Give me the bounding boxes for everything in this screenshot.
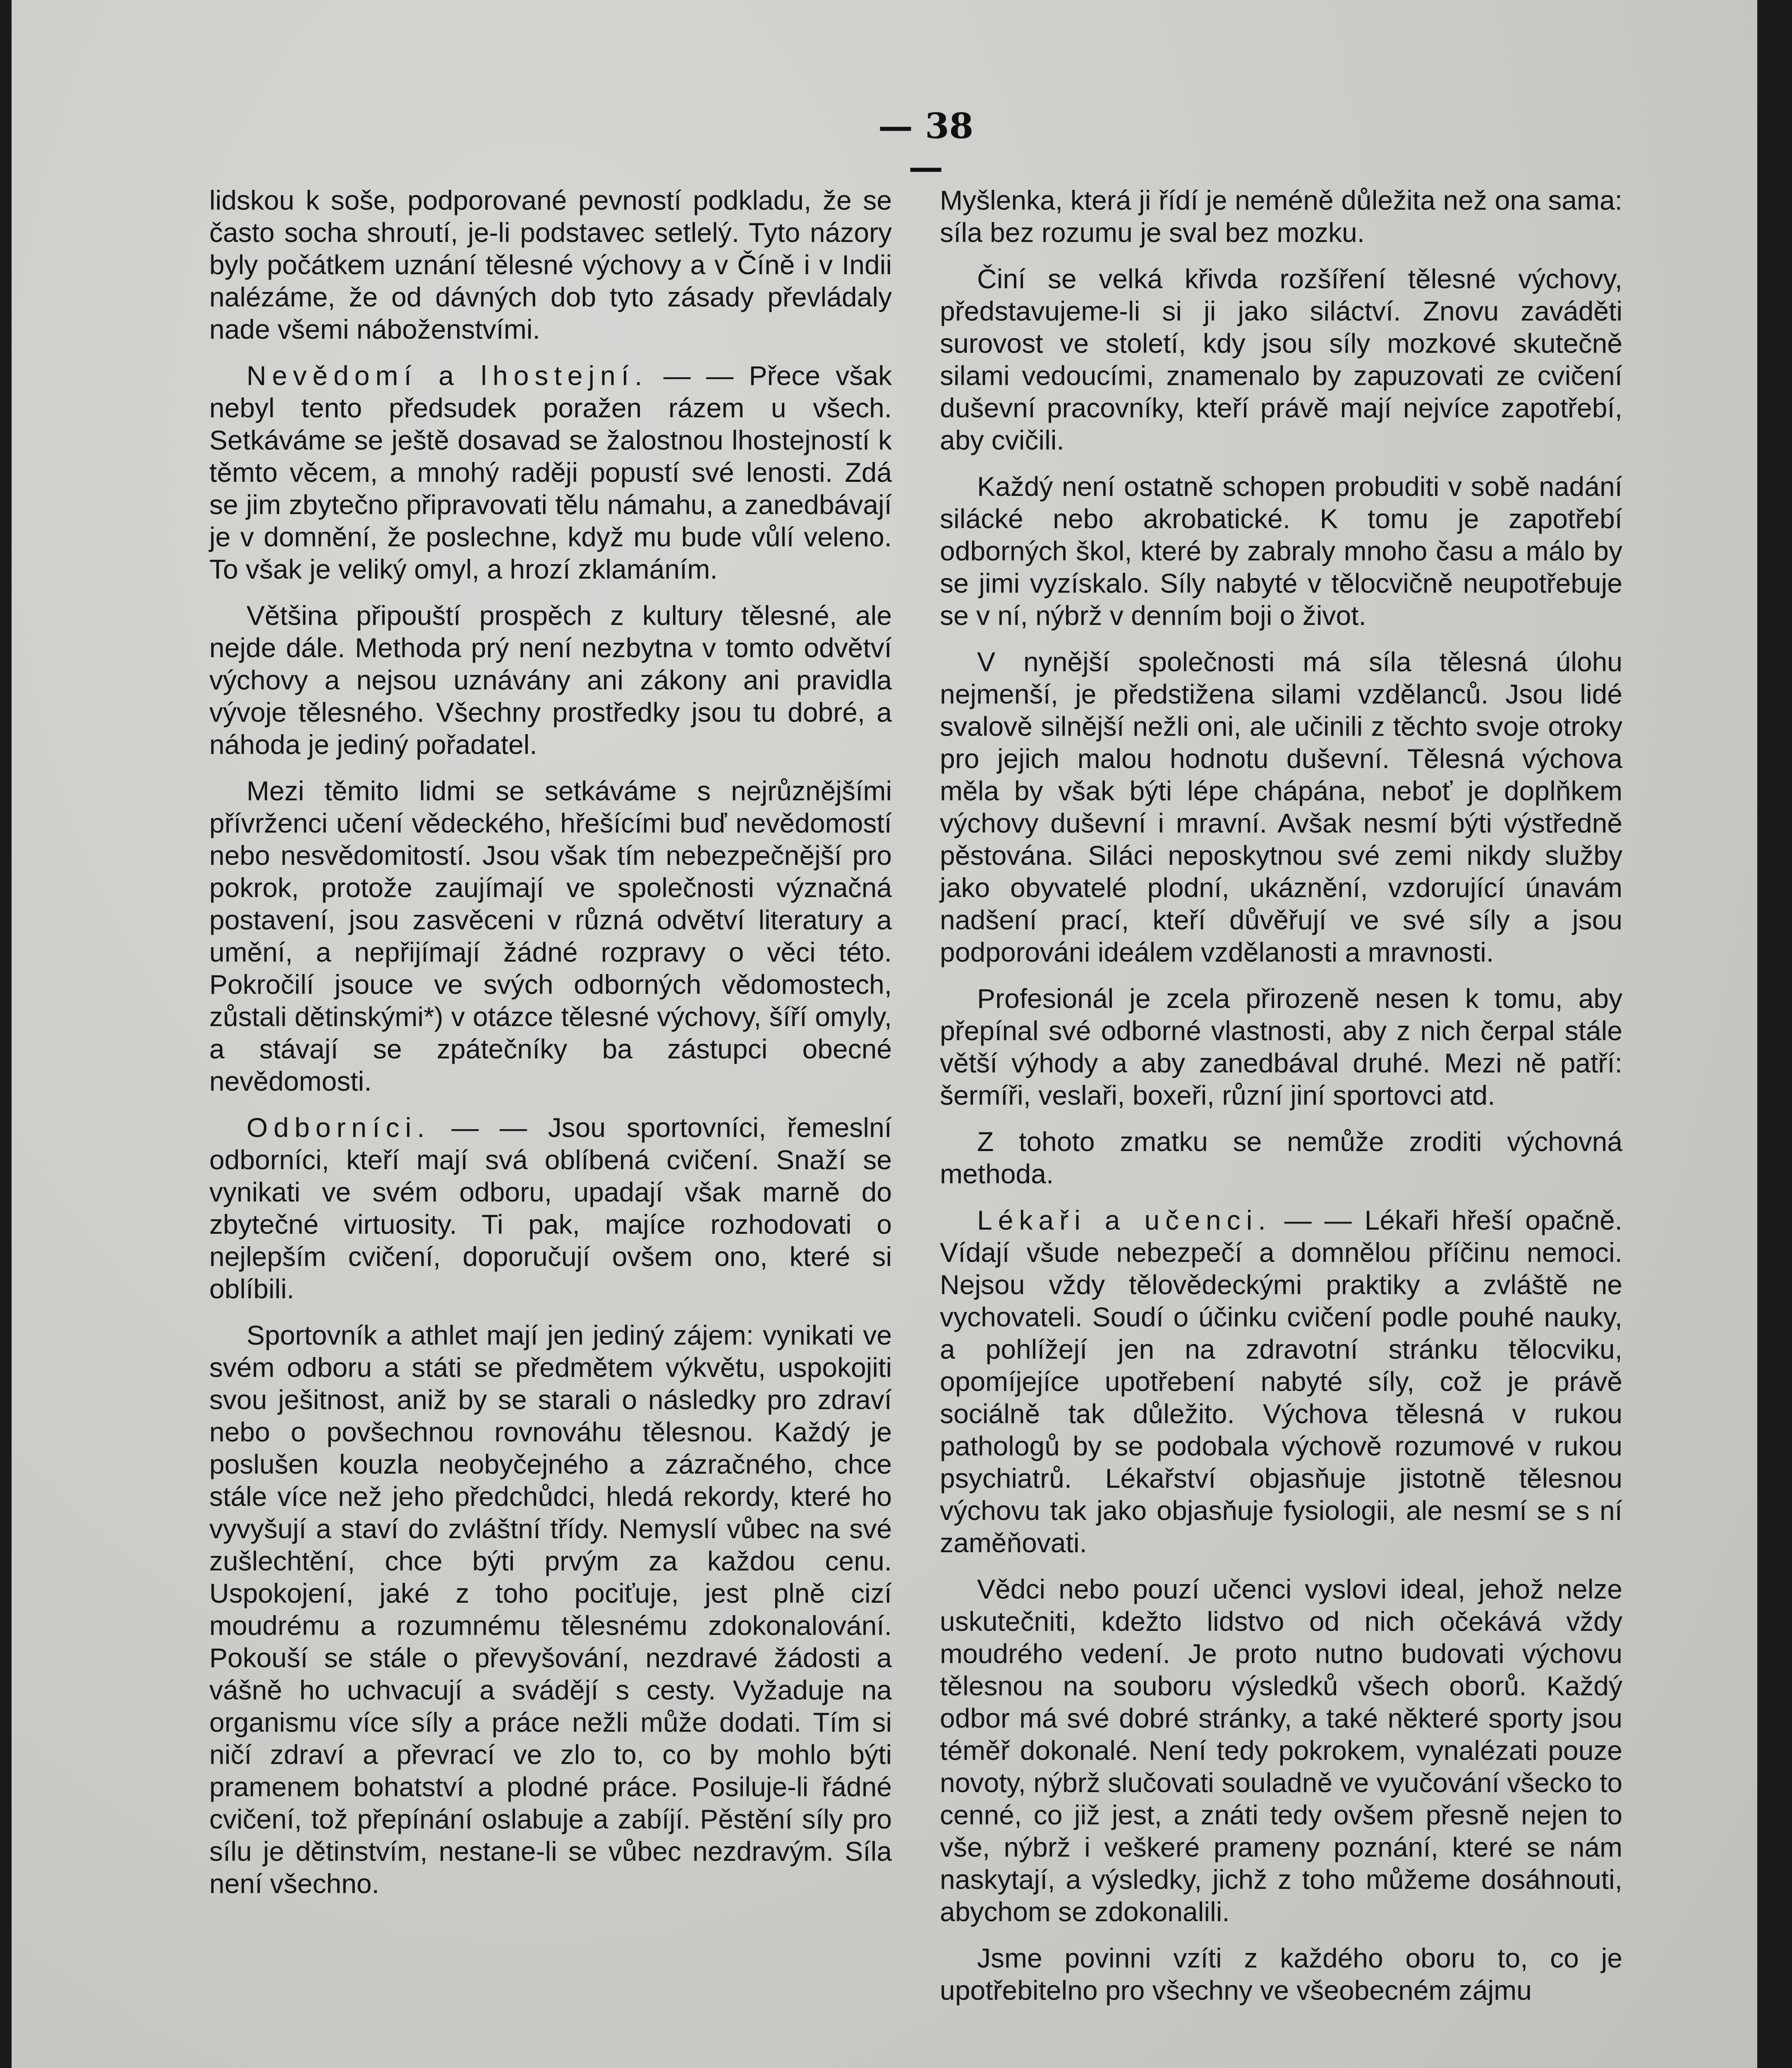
page-sheet [12,0,1757,2068]
paragraph: Jsme povinni vzíti z každého oboru to, co je upotřebitelno pro všechny ve všeobecném zájmu [940,1943,1622,2006]
paragraph: Profesionál je zcela přirozeně nesen k tomu, aby přepínal své odborné vlastnosti, aby z nich čerpal stále větší výhody a aby zanedbával druhé. Mezi ně patří: šermíři, veslaři, boxeři, různí jiní sportovci atd. [940,983,1622,1111]
paragraph: Vědci nebo pouzí učenci vyslovi ideal, jehož nelze uskutečniti, kdežto lidstvo od nich očekává vždy moudrého vedení. Je proto nutno budovati výchovu tělesnou na souboru výsledků všech oborů. Každý odbor má své dobré stránky, a také některé sporty jsou téměř dokonalé. Není tedy pokrokem, vynalézati pouze novoty, nýbrž slučovati souladně ve vyučování všecko to cenné, co již jest, a znáti tedy ovšem přesně nejen to vše, nýbrž i veškeré prameny poznání, které se nám naskytají, a výsledky, jichž z toho můžeme dosáhnouti, abychom se zdokonalili. [940,1574,1622,1927]
paragraph: Myšlenka, která ji řídí je neméně důležita než ona sama: síla bez rozumu je sval bez mozku. [940,185,1622,248]
right-column [940,184,1622,2020]
paragraph: V nynější společnosti má síla tělesná úlohu nejmenší, je předstižena silami vzdělanců. Jsou lidé svalově silnější nežli oni, ale učinili z těchto svoje otroky pro jejich malou hodnotu duševní. Tělesná výchova měla by však býti lépe chápána, neboť je doplňkem výchovy duševní i mravní. Avšak nesmí býti výstředně pěstována. Siláci neposkytnou své zemi nikdy služby jako obyvatelé plodní, ukáznění, vzdorující únavám nadšení prací, kteří důvěřují ve své síly a jsou podporováni ideálem vzdělanosti a mravnosti. [940,646,1622,967]
left-column [209,184,892,1914]
paragraph [209,359,892,585]
paragraph-text: — — Jsou sportovníci, řemeslní odborníci, kteří mají svá oblíbená cvičení. Snaží se vynikati ve svém odboru, upadají však marně do zbytečné virtuosity. Ti pak, majíce rozhodovati o nejlepším cvičení, doporučují ovšem ono, které si oblíbili. [209,1112,892,1304]
paragraph: Každý není ostatně schopen probuditi v sobě nadání silácké nebo akrobatické. K tomu je zapotřebí odborných škol, které by zabraly mnoho času a málo by se jimi vyzískalo. Síly nabyté v tělocvičně neupotřebuje se v ní, nýbrž v denním boji o život. [940,471,1622,631]
paragraph: Většina připouští prospěch z kultury tělesné, ale nejde dále. Methoda prý není nezbytna v tomto odvětví výchovy a nejsou uznávány ani zákony ani pravidla vývoje tělesného. Všechny prostředky jsou tu dobré, a náhoda je jediný pořadatel. [209,600,892,760]
paragraph [940,1204,1622,1559]
paragraph-text: — — Lékaři hřeší opačně. Vídají všude nebezpečí a domnělou příčinu nemoci. Nejsou vždy tělovědeckými praktiky a zvláště ne vychovateli. Soudí o účinku cvičení podle pouhé nauky, a pohlížejí jen na zdravotní stránku tělocviku, opomíjejíce upotřebení nabyté síly, což je právě sociálně tak důležito. Výchova tělesná v rukou pathologů by se podobala výchově rozumové v rukou psychiatrů. Lékařství objasňuje jistotně tělesnou výchovu tak jako objasňuje fysiologii, ale nesmí se s ní zaměňovati. [940,1205,1623,1558]
paragraph: lidskou k soše, podporované pevností podkladu, že se často socha shroutí, je-li podstavec setlelý. Tyto názory byly počátkem uznání tělesné výchovy a v Číně i v Indii nalézáme, že od dávných dob tyto zásady převládaly nade všemi náboženstvími. [209,185,892,345]
paragraph: Činí se velká křivda rozšíření tělesné výchovy, představujeme-li si ji jako siláctví. Znovu zaváděti surovost ve století, kdy jsou síly mozkové skutečně silami vedoucími, znamenalo by zapuzovati ze cvičení duševní pracovníky, kteří právě mají nejvíce zapotřebí, aby cvičili. [940,263,1622,455]
paragraph: Sportovník a athlet mají jen jediný zájem: vynikati ve svém odboru a státi se předmětem výkvětu, uspokojiti svou ješitnost, aniž by se starali o následky pro zdraví nebo o povšechnou rovnováhu tělesnou. Každý je poslušen kouzla neobyčejného a zázračného, chce stále více než jeho předchůdci, hledá rekordy, které ho vyvyšují a staví do zvláštní třídy. Nemyslí vůbec na své zušlechtění, chce býti prvým za každou cenu. Uspokojení, jaké z toho pociťuje, jest plně cizí moudrému a rozumnému tělesnému zdokonalování. Pokouší se stále o převyšování, nezdravé žádosti a vášně ho uchvacují a svádějí s cesty. Vyžaduje na organismu více síly a práce nežli může dodati. Tím si ničí zdraví a převrací ve zlo to, co by mohlo býti pramenem bohatství a plodné práce. Posiluje-li řádné cvičení, tož přepínání oslabuje a zabíjí. Pěstění síly pro sílu je dětinstvím, nestane-li se vůbec nezdravým. Síla není všechno. [209,1320,892,1899]
paragraph-text: — — Přece však nebyl tento předsudek poražen rázem u všech. Setkáváme se ještě dosavad se žalostnou lhostejností k těmto věcem, a mnohý raději popustí své lenosti. Zdá se jim zbytečno připravovati tělu námahu, a zanedbávají je v domnění, že poslechne, když mu bude vůlí veleno. To však je veliký omyl, a hrozí zklamáním. [209,360,892,584]
paragraph [209,1111,892,1305]
section-heading: Nevědomí a lhostejní. [247,360,648,391]
section-heading: Lékaři a učenci. [977,1205,1272,1235]
paragraph: Z tohoto zmatku se nemůže zroditi výchovná methoda. [940,1126,1622,1189]
section-heading: Odborníci. [247,1112,431,1143]
paragraph: Mezi těmito lidmi se setkáváme s nejrůznějšími přívrženci učení vědeckého, hřešícími buď nevědomostí nebo nesvědomitostí. Jsou však tím nebezpečnější pro pokrok, protože zaujímají ve společnosti význačná postavení, jsou zasvěceni v různá odvětví literatury a umění, a nepřijímají žádné rozpravy o věci této. Pokročilí jsouce ve svých odborných vědomostech, zůstali dětinskými*) v otázce tělesné výchovy, šíří omyly, a stávají se zpátečníky ba zástupci obecné nevědomosti. [209,776,892,1096]
page-number: — 38 — [878,105,974,187]
